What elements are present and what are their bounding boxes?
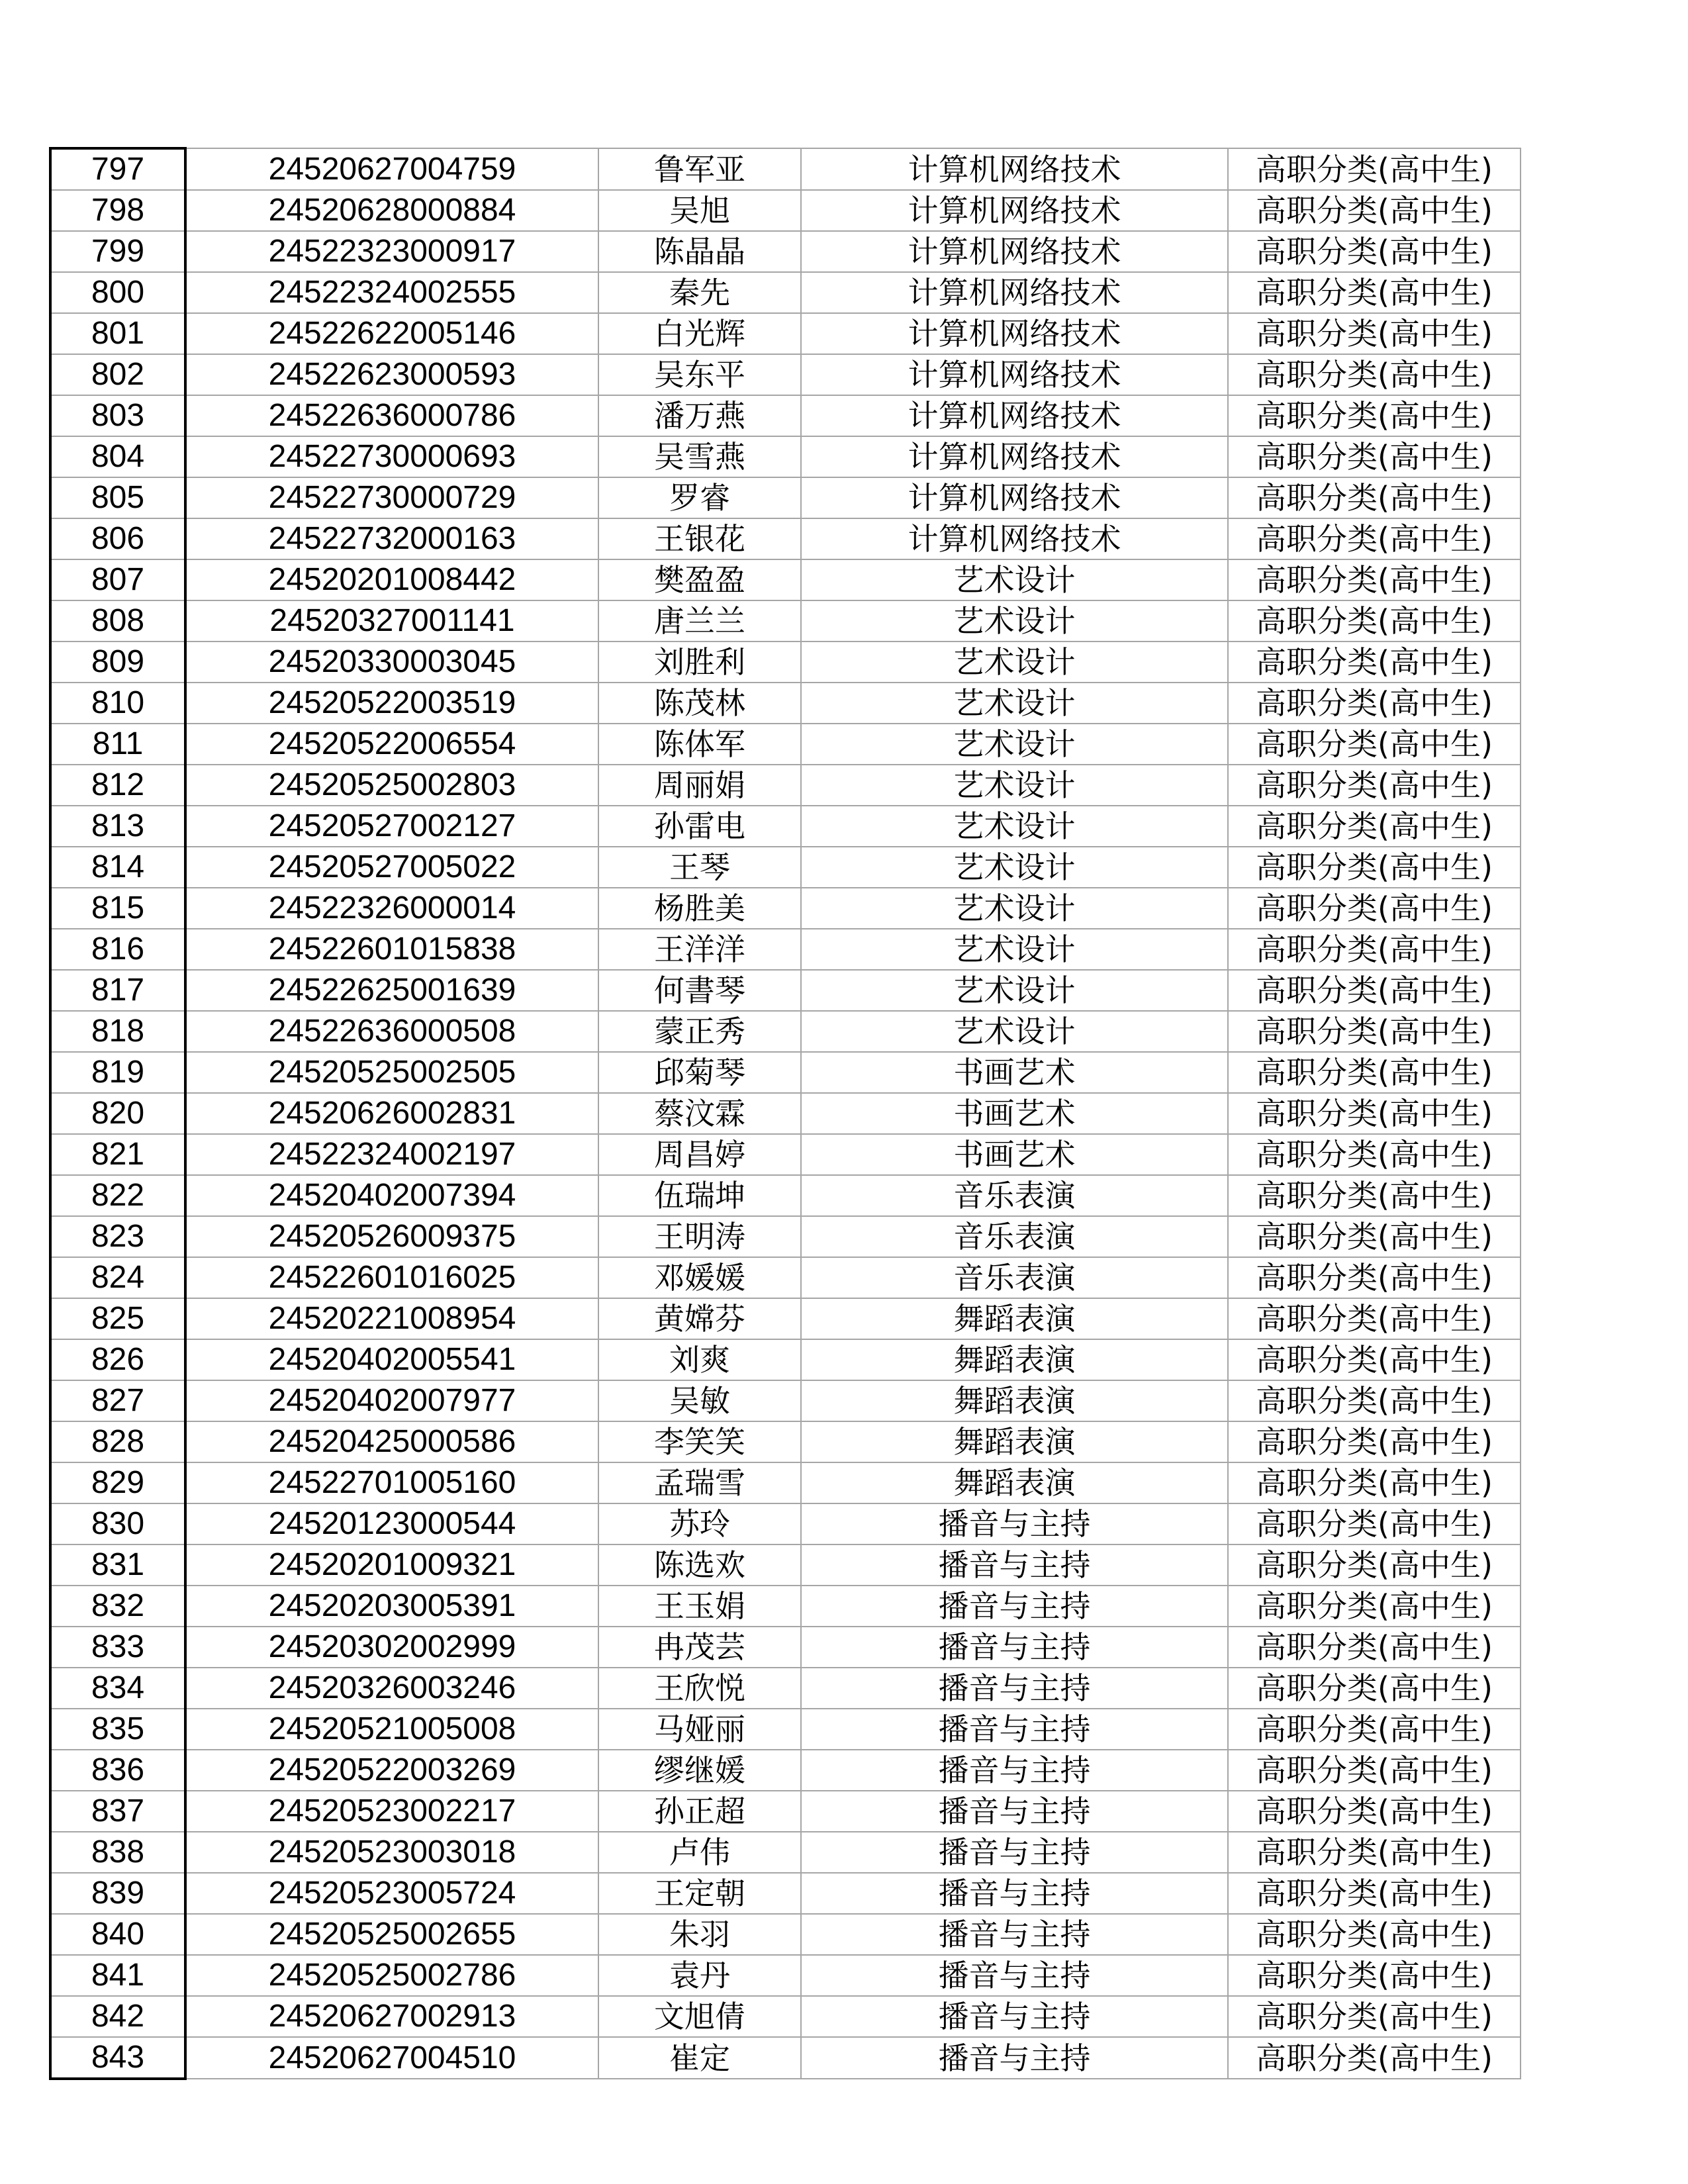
category-cell: 高职分类(高中生)	[1228, 1134, 1521, 1175]
major-cell: 播音与主持	[801, 1955, 1228, 1996]
exam-id-cell: 24520302002999	[185, 1627, 598, 1668]
student-name-cell: 王欣悦	[598, 1668, 801, 1709]
table-row	[50, 970, 1521, 1011]
serial-number-cell: 800	[50, 272, 185, 313]
table-row	[50, 1627, 1521, 1668]
serial-number-cell: 838	[50, 1832, 185, 1873]
student-name-cell: 陈晶晶	[598, 231, 801, 272]
table-row	[50, 354, 1521, 395]
table-row	[50, 1955, 1521, 1996]
serial-number-cell: 831	[50, 1544, 185, 1586]
exam-id-cell: 24520526009375	[185, 1216, 598, 1257]
major-cell: 播音与主持	[801, 1750, 1228, 1791]
category-cell: 高职分类(高中生)	[1228, 1586, 1521, 1627]
student-name-cell: 蒙正秀	[598, 1011, 801, 1052]
major-cell: 艺术设计	[801, 600, 1228, 641]
major-cell: 计算机网络技术	[801, 272, 1228, 313]
student-name-cell: 孙正超	[598, 1791, 801, 1832]
student-name-cell: 唐兰兰	[598, 600, 801, 641]
student-name-cell: 马娅丽	[598, 1709, 801, 1750]
table-row	[50, 1750, 1521, 1791]
category-cell: 高职分类(高中生)	[1228, 2037, 1521, 2079]
serial-number-cell: 809	[50, 641, 185, 683]
major-cell: 音乐表演	[801, 1175, 1228, 1216]
major-cell: 舞蹈表演	[801, 1298, 1228, 1339]
exam-id-cell: 24522701005160	[185, 1462, 598, 1503]
exam-id-cell: 24520402007394	[185, 1175, 598, 1216]
category-cell: 高职分类(高中生)	[1228, 600, 1521, 641]
student-name-cell: 冉茂芸	[598, 1627, 801, 1668]
major-cell: 播音与主持	[801, 1668, 1228, 1709]
table-row	[50, 148, 1521, 190]
serial-number-cell: 833	[50, 1627, 185, 1668]
exam-id-cell: 24520402007977	[185, 1380, 598, 1421]
category-cell: 高职分类(高中生)	[1228, 1750, 1521, 1791]
exam-id-cell: 24520402005541	[185, 1339, 598, 1380]
exam-id-cell: 24520525002655	[185, 1914, 598, 1955]
student-name-cell: 吴雪燕	[598, 436, 801, 477]
major-cell: 播音与主持	[801, 2037, 1228, 2079]
major-cell: 艺术设计	[801, 724, 1228, 765]
category-cell: 高职分类(高中生)	[1228, 1257, 1521, 1298]
student-name-cell: 吴东平	[598, 354, 801, 395]
student-name-cell: 白光辉	[598, 313, 801, 354]
serial-number-cell: 841	[50, 1955, 185, 1996]
table-row	[50, 1462, 1521, 1503]
major-cell: 舞蹈表演	[801, 1339, 1228, 1380]
serial-number-cell: 818	[50, 1011, 185, 1052]
exam-id-cell: 24522625001639	[185, 970, 598, 1011]
exam-id-cell: 24520525002505	[185, 1052, 598, 1093]
student-name-cell: 樊盈盈	[598, 559, 801, 600]
category-cell: 高职分类(高中生)	[1228, 477, 1521, 518]
table-row	[50, 1216, 1521, 1257]
category-cell: 高职分类(高中生)	[1228, 395, 1521, 436]
serial-number-cell: 819	[50, 1052, 185, 1093]
student-name-cell: 邱菊琴	[598, 1052, 801, 1093]
student-name-cell: 袁丹	[598, 1955, 801, 1996]
major-cell: 舞蹈表演	[801, 1421, 1228, 1462]
category-cell: 高职分类(高中生)	[1228, 1873, 1521, 1914]
category-cell: 高职分类(高中生)	[1228, 929, 1521, 970]
major-cell: 播音与主持	[801, 1914, 1228, 1955]
serial-number-cell: 810	[50, 683, 185, 724]
student-name-cell: 王定朝	[598, 1873, 801, 1914]
serial-number-cell: 837	[50, 1791, 185, 1832]
serial-number-cell: 815	[50, 888, 185, 929]
admission-list-table	[49, 147, 1521, 2080]
student-name-cell: 文旭倩	[598, 1996, 801, 2037]
category-cell: 高职分类(高中生)	[1228, 1421, 1521, 1462]
student-name-cell: 王玉娟	[598, 1586, 801, 1627]
table-row	[50, 190, 1521, 231]
serial-number-cell: 823	[50, 1216, 185, 1257]
exam-id-cell: 24522326000014	[185, 888, 598, 929]
table-row	[50, 1791, 1521, 1832]
exam-id-cell: 24520627004510	[185, 2037, 598, 2079]
student-name-cell: 何書琴	[598, 970, 801, 1011]
serial-number-cell: 812	[50, 765, 185, 806]
exam-id-cell: 24520327001141	[185, 600, 598, 641]
exam-id-cell: 24522636000786	[185, 395, 598, 436]
major-cell: 播音与主持	[801, 1544, 1228, 1586]
major-cell: 播音与主持	[801, 1791, 1228, 1832]
category-cell: 高职分类(高中生)	[1228, 518, 1521, 559]
exam-id-cell: 24520523003018	[185, 1832, 598, 1873]
category-cell: 高职分类(高中生)	[1228, 641, 1521, 683]
student-name-cell: 王琴	[598, 847, 801, 888]
table-row	[50, 724, 1521, 765]
exam-id-cell: 24522324002555	[185, 272, 598, 313]
serial-number-cell: 827	[50, 1380, 185, 1421]
table-row	[50, 1134, 1521, 1175]
student-name-cell: 王洋洋	[598, 929, 801, 970]
major-cell: 书画艺术	[801, 1052, 1228, 1093]
table-row	[50, 1421, 1521, 1462]
table-row	[50, 231, 1521, 272]
major-cell: 艺术设计	[801, 559, 1228, 600]
student-name-cell: 周丽娟	[598, 765, 801, 806]
major-cell: 艺术设计	[801, 806, 1228, 847]
table-row	[50, 1832, 1521, 1873]
serial-number-cell: 814	[50, 847, 185, 888]
student-name-cell: 蔡汶霖	[598, 1093, 801, 1134]
category-cell: 高职分类(高中生)	[1228, 765, 1521, 806]
table-row	[50, 1011, 1521, 1052]
major-cell: 计算机网络技术	[801, 395, 1228, 436]
student-name-cell: 缪继媛	[598, 1750, 801, 1791]
category-cell: 高职分类(高中生)	[1228, 1503, 1521, 1544]
serial-number-cell: 842	[50, 1996, 185, 2037]
major-cell: 计算机网络技术	[801, 190, 1228, 231]
table-row	[50, 313, 1521, 354]
category-cell: 高职分类(高中生)	[1228, 1709, 1521, 1750]
serial-number-cell: 816	[50, 929, 185, 970]
serial-number-cell: 807	[50, 559, 185, 600]
student-name-cell: 李笑笑	[598, 1421, 801, 1462]
exam-id-cell: 24520123000544	[185, 1503, 598, 1544]
student-name-cell: 秦先	[598, 272, 801, 313]
student-name-cell: 陈体军	[598, 724, 801, 765]
student-name-cell: 崔定	[598, 2037, 801, 2079]
table-row	[50, 272, 1521, 313]
student-name-cell: 王明涛	[598, 1216, 801, 1257]
category-cell: 高职分类(高中生)	[1228, 1093, 1521, 1134]
serial-number-cell: 805	[50, 477, 185, 518]
serial-number-cell: 799	[50, 231, 185, 272]
table-row	[50, 1544, 1521, 1586]
major-cell: 计算机网络技术	[801, 231, 1228, 272]
table-row	[50, 765, 1521, 806]
table-row	[50, 2037, 1521, 2079]
exam-id-cell: 24522622005146	[185, 313, 598, 354]
table-row	[50, 683, 1521, 724]
exam-id-cell: 24520523002217	[185, 1791, 598, 1832]
table-row	[50, 1257, 1521, 1298]
major-cell: 计算机网络技术	[801, 313, 1228, 354]
category-cell: 高职分类(高中生)	[1228, 970, 1521, 1011]
category-cell: 高职分类(高中生)	[1228, 436, 1521, 477]
table-row	[50, 1996, 1521, 2037]
category-cell: 高职分类(高中生)	[1228, 1996, 1521, 2037]
exam-id-cell: 24522601015838	[185, 929, 598, 970]
exam-id-cell: 24520627004759	[185, 148, 598, 190]
category-cell: 高职分类(高中生)	[1228, 724, 1521, 765]
student-name-cell: 杨胜美	[598, 888, 801, 929]
serial-number-cell: 822	[50, 1175, 185, 1216]
exam-id-cell: 24522601016025	[185, 1257, 598, 1298]
serial-number-cell: 820	[50, 1093, 185, 1134]
exam-id-cell: 24520523005724	[185, 1873, 598, 1914]
table-row	[50, 1873, 1521, 1914]
serial-number-cell: 817	[50, 970, 185, 1011]
major-cell: 播音与主持	[801, 1586, 1228, 1627]
exam-id-cell: 24520330003045	[185, 641, 598, 683]
exam-id-cell: 24520201009321	[185, 1544, 598, 1586]
serial-number-cell: 836	[50, 1750, 185, 1791]
serial-number-cell: 828	[50, 1421, 185, 1462]
student-name-cell: 鲁军亚	[598, 148, 801, 190]
serial-number-cell: 798	[50, 190, 185, 231]
major-cell: 艺术设计	[801, 888, 1228, 929]
serial-number-cell: 829	[50, 1462, 185, 1503]
table-body	[50, 148, 1521, 2079]
exam-id-cell: 24520522006554	[185, 724, 598, 765]
table-row	[50, 1093, 1521, 1134]
serial-number-cell: 843	[50, 2037, 185, 2079]
category-cell: 高职分类(高中生)	[1228, 313, 1521, 354]
category-cell: 高职分类(高中生)	[1228, 559, 1521, 600]
exam-id-cell: 24520221008954	[185, 1298, 598, 1339]
serial-number-cell: 834	[50, 1668, 185, 1709]
table-row	[50, 559, 1521, 600]
exam-id-cell: 24522636000508	[185, 1011, 598, 1052]
table-row	[50, 1298, 1521, 1339]
major-cell: 书画艺术	[801, 1093, 1228, 1134]
exam-id-cell: 24520628000884	[185, 190, 598, 231]
category-cell: 高职分类(高中生)	[1228, 354, 1521, 395]
student-name-cell: 邓媛媛	[598, 1257, 801, 1298]
student-name-cell: 陈茂林	[598, 683, 801, 724]
serial-number-cell: 804	[50, 436, 185, 477]
category-cell: 高职分类(高中生)	[1228, 231, 1521, 272]
major-cell: 艺术设计	[801, 683, 1228, 724]
category-cell: 高职分类(高中生)	[1228, 1668, 1521, 1709]
major-cell: 播音与主持	[801, 1832, 1228, 1873]
table-row	[50, 477, 1521, 518]
serial-number-cell: 811	[50, 724, 185, 765]
exam-id-cell: 24520525002786	[185, 1955, 598, 1996]
table-row	[50, 847, 1521, 888]
category-cell: 高职分类(高中生)	[1228, 1791, 1521, 1832]
student-name-cell: 黄嫦芬	[598, 1298, 801, 1339]
category-cell: 高职分类(高中生)	[1228, 190, 1521, 231]
student-name-cell: 陈选欢	[598, 1544, 801, 1586]
serial-number-cell: 832	[50, 1586, 185, 1627]
major-cell: 舞蹈表演	[801, 1462, 1228, 1503]
student-name-cell: 朱羽	[598, 1914, 801, 1955]
category-cell: 高职分类(高中生)	[1228, 847, 1521, 888]
major-cell: 计算机网络技术	[801, 518, 1228, 559]
table-row	[50, 929, 1521, 970]
exam-id-cell: 24520425000586	[185, 1421, 598, 1462]
category-cell: 高职分类(高中生)	[1228, 1298, 1521, 1339]
major-cell: 计算机网络技术	[801, 477, 1228, 518]
exam-id-cell: 24522324002197	[185, 1134, 598, 1175]
major-cell: 音乐表演	[801, 1257, 1228, 1298]
exam-id-cell: 24520522003519	[185, 683, 598, 724]
serial-number-cell: 801	[50, 313, 185, 354]
major-cell: 播音与主持	[801, 1873, 1228, 1914]
student-name-cell: 苏玲	[598, 1503, 801, 1544]
category-cell: 高职分类(高中生)	[1228, 888, 1521, 929]
table-row	[50, 1052, 1521, 1093]
exam-id-cell: 24520203005391	[185, 1586, 598, 1627]
student-name-cell: 孙雷电	[598, 806, 801, 847]
student-name-cell: 孟瑞雪	[598, 1462, 801, 1503]
serial-number-cell: 830	[50, 1503, 185, 1544]
exam-id-cell: 24520525002803	[185, 765, 598, 806]
major-cell: 艺术设计	[801, 847, 1228, 888]
major-cell: 艺术设计	[801, 1011, 1228, 1052]
exam-id-cell: 24520201008442	[185, 559, 598, 600]
table-row	[50, 395, 1521, 436]
student-name-cell: 王银花	[598, 518, 801, 559]
table-row	[50, 1709, 1521, 1750]
major-cell: 舞蹈表演	[801, 1380, 1228, 1421]
category-cell: 高职分类(高中生)	[1228, 1627, 1521, 1668]
exam-id-cell: 24520522003269	[185, 1750, 598, 1791]
category-cell: 高职分类(高中生)	[1228, 1216, 1521, 1257]
major-cell: 播音与主持	[801, 1709, 1228, 1750]
exam-id-cell: 24520527002127	[185, 806, 598, 847]
major-cell: 计算机网络技术	[801, 148, 1228, 190]
category-cell: 高职分类(高中生)	[1228, 806, 1521, 847]
category-cell: 高职分类(高中生)	[1228, 1955, 1521, 1996]
student-name-cell: 周昌婷	[598, 1134, 801, 1175]
table-row	[50, 436, 1521, 477]
table-row	[50, 888, 1521, 929]
major-cell: 书画艺术	[801, 1134, 1228, 1175]
student-name-cell: 吴敏	[598, 1380, 801, 1421]
serial-number-cell: 821	[50, 1134, 185, 1175]
category-cell: 高职分类(高中生)	[1228, 1339, 1521, 1380]
exam-id-cell: 24520626002831	[185, 1093, 598, 1134]
category-cell: 高职分类(高中生)	[1228, 1832, 1521, 1873]
table-row	[50, 518, 1521, 559]
serial-number-cell: 808	[50, 600, 185, 641]
category-cell: 高职分类(高中生)	[1228, 1052, 1521, 1093]
student-name-cell: 罗睿	[598, 477, 801, 518]
exam-id-cell: 24522623000593	[185, 354, 598, 395]
category-cell: 高职分类(高中生)	[1228, 683, 1521, 724]
exam-id-cell: 24522323000917	[185, 231, 598, 272]
exam-id-cell: 24520527005022	[185, 847, 598, 888]
table-row	[50, 806, 1521, 847]
major-cell: 艺术设计	[801, 765, 1228, 806]
major-cell: 计算机网络技术	[801, 354, 1228, 395]
table-row	[50, 1339, 1521, 1380]
category-cell: 高职分类(高中生)	[1228, 1175, 1521, 1216]
table-row	[50, 1175, 1521, 1216]
major-cell: 播音与主持	[801, 1996, 1228, 2037]
table-row	[50, 1914, 1521, 1955]
major-cell: 艺术设计	[801, 970, 1228, 1011]
student-name-cell: 吴旭	[598, 190, 801, 231]
exam-id-cell: 24520627002913	[185, 1996, 598, 2037]
exam-id-cell: 24520521005008	[185, 1709, 598, 1750]
student-name-cell: 刘胜利	[598, 641, 801, 683]
major-cell: 艺术设计	[801, 641, 1228, 683]
table-row	[50, 1380, 1521, 1421]
serial-number-cell: 806	[50, 518, 185, 559]
student-name-cell: 卢伟	[598, 1832, 801, 1873]
category-cell: 高职分类(高中生)	[1228, 1011, 1521, 1052]
student-name-cell: 刘爽	[598, 1339, 801, 1380]
table-row	[50, 1586, 1521, 1627]
exam-id-cell: 24522730000729	[185, 477, 598, 518]
serial-number-cell: 835	[50, 1709, 185, 1750]
serial-number-cell: 797	[50, 148, 185, 190]
student-name-cell: 伍瑞坤	[598, 1175, 801, 1216]
serial-number-cell: 813	[50, 806, 185, 847]
table-row	[50, 600, 1521, 641]
serial-number-cell: 803	[50, 395, 185, 436]
serial-number-cell: 825	[50, 1298, 185, 1339]
table-row	[50, 1668, 1521, 1709]
table-row	[50, 641, 1521, 683]
serial-number-cell: 839	[50, 1873, 185, 1914]
category-cell: 高职分类(高中生)	[1228, 1544, 1521, 1586]
serial-number-cell: 826	[50, 1339, 185, 1380]
category-cell: 高职分类(高中生)	[1228, 148, 1521, 190]
exam-id-cell: 24522732000163	[185, 518, 598, 559]
major-cell: 音乐表演	[801, 1216, 1228, 1257]
student-name-cell: 潘万燕	[598, 395, 801, 436]
serial-number-cell: 824	[50, 1257, 185, 1298]
exam-id-cell: 24520326003246	[185, 1668, 598, 1709]
category-cell: 高职分类(高中生)	[1228, 1462, 1521, 1503]
major-cell: 艺术设计	[801, 929, 1228, 970]
exam-id-cell: 24522730000693	[185, 436, 598, 477]
category-cell: 高职分类(高中生)	[1228, 272, 1521, 313]
table-row	[50, 1503, 1521, 1544]
serial-number-cell: 840	[50, 1914, 185, 1955]
category-cell: 高职分类(高中生)	[1228, 1914, 1521, 1955]
category-cell: 高职分类(高中生)	[1228, 1380, 1521, 1421]
serial-number-cell: 802	[50, 354, 185, 395]
major-cell: 播音与主持	[801, 1503, 1228, 1544]
major-cell: 播音与主持	[801, 1627, 1228, 1668]
major-cell: 计算机网络技术	[801, 436, 1228, 477]
